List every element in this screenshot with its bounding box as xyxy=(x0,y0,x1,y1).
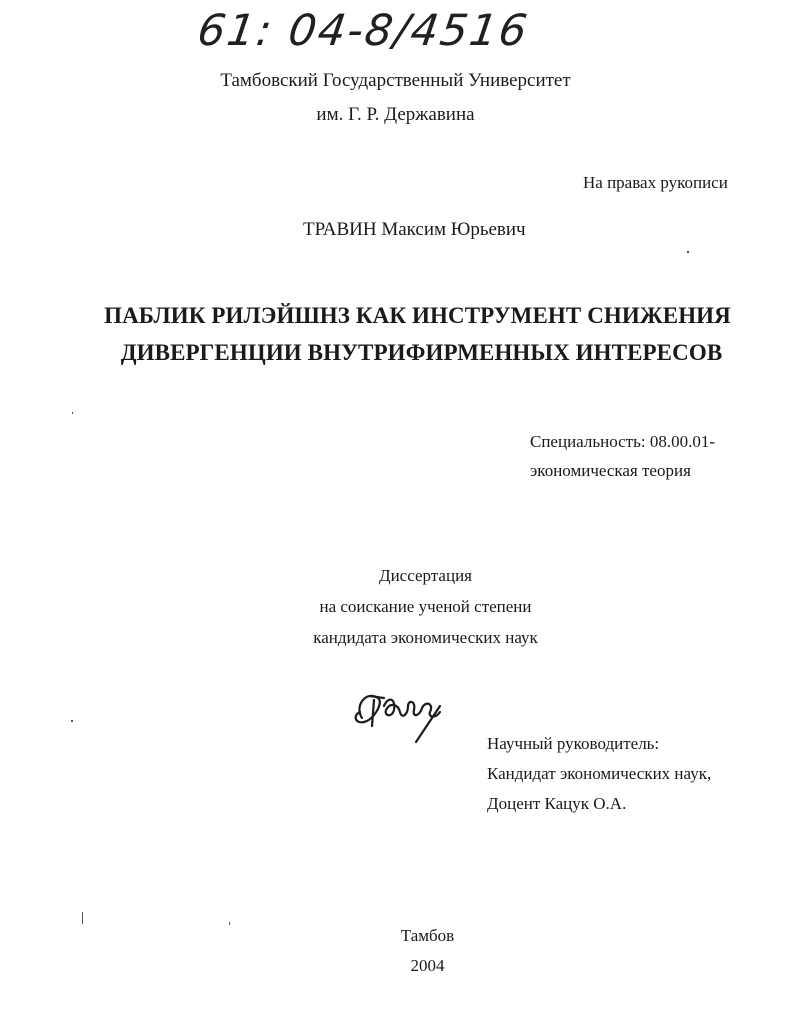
supervisor-degree: Кандидат экономических наук, xyxy=(487,764,712,783)
dissertation-field-line: кандидата экономических наук xyxy=(313,628,538,647)
dissertation-label: Диссертация xyxy=(378,566,472,585)
scan-speck xyxy=(71,720,73,722)
author-name: ТРАВИН Максим Юрьевич xyxy=(303,219,526,240)
dissertation-degree-line: на соискание ученой степени xyxy=(319,597,532,616)
scan-speck xyxy=(687,251,689,253)
specialty-name: экономическая теория xyxy=(530,461,691,480)
specialty-code: Специальность: 08.00.01- xyxy=(530,432,715,451)
archive-number: 61: 04-8/4516 xyxy=(194,6,532,56)
signature-icon xyxy=(348,676,453,751)
manuscript-rights: На правах рукописи xyxy=(583,173,728,192)
university-named-after: им. Г. Р. Державина xyxy=(316,104,475,125)
university-name: Тамбовский Государственный Университет xyxy=(220,70,571,91)
year: 2004 xyxy=(410,956,445,975)
city: Тамбов xyxy=(400,926,455,945)
scan-speck xyxy=(82,912,83,924)
thesis-title-line-2: ДИВЕРГЕНЦИИ ВНУТРИФИРМЕННЫХ ИНТЕРЕСОВ xyxy=(120,340,723,365)
thesis-title-line-1: ПАБЛИК РИЛЭЙШНЗ КАК ИНСТРУМЕНТ СНИЖЕНИЯ xyxy=(104,303,731,328)
supervisor-label: Научный руководитель: xyxy=(487,734,660,753)
supervisor-name: Доцент Кацук О.А. xyxy=(487,794,627,813)
scan-speck xyxy=(229,922,230,925)
scan-speck xyxy=(72,412,73,414)
